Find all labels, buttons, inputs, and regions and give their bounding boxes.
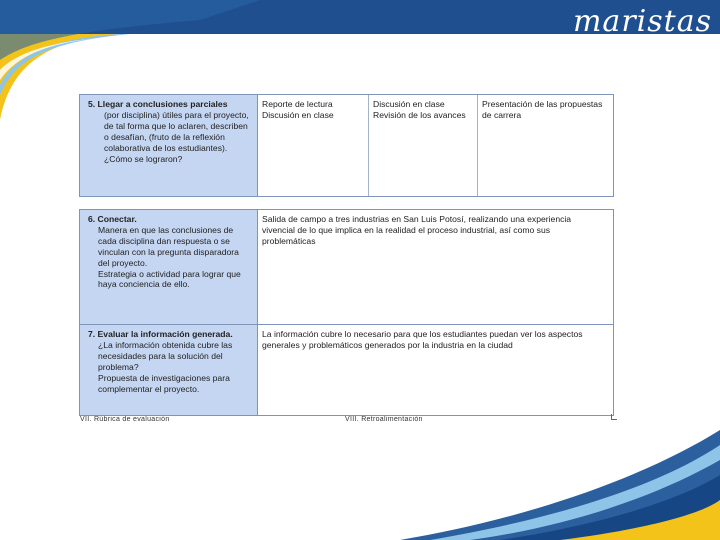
step-5-col-2 xyxy=(258,95,369,196)
page-corner-mark xyxy=(611,414,617,420)
section-8-stub: VIII. Retroalimentación xyxy=(345,416,423,423)
step-6-description: Manera en que las conclusiones de cada disciplina dan respuesta o se vinculan con la pregunta disparadora del proyecto. Estrategia o actividad para lograr que haya conciencia de ello. xyxy=(98,224,241,290)
step-5-col-4 xyxy=(478,95,611,196)
step-6-content: Salida de campo a tres industrias en San Luis Potosí, realizando una experiencia vivencial de lo que implica en la realidad el proceso industrial, así como sus problemáticas xyxy=(262,214,572,246)
step-5-description: (por disciplina) útiles para el proyecto, de tal forma que lo aclaren, describen o desafían, (fruto de la reflexión colaborativa de los estudiantes). ¿Cómo se lograron? xyxy=(104,109,249,164)
section-7-stub: VII. Rúbrica de evaluación xyxy=(80,416,170,423)
step-5-col-4-text: Presentación de las propuestas de carrera xyxy=(482,99,603,120)
step-5-col-2-text: Reporte de lectura Discusión en clase xyxy=(262,99,334,120)
step-5-col-3-text: Discusión en clase Revisión de los avances xyxy=(373,99,466,120)
step-6-row xyxy=(80,210,613,324)
step-6-content-cell xyxy=(258,210,613,324)
step-6-title: 6. Conectar. xyxy=(88,214,137,224)
step-5-col-3 xyxy=(369,95,478,196)
step-7-content: La información cubre lo necesario para que los estudiantes puedan ver los aspectos generales y problemáticos generados por la industria en la ciudad xyxy=(262,329,583,350)
step-7-heading-cell xyxy=(80,325,258,415)
table-steps-6-7 xyxy=(79,209,614,416)
step-7-content-cell xyxy=(258,325,613,415)
table-step-5 xyxy=(79,94,614,197)
step-7-row xyxy=(80,325,613,415)
step-6-heading-cell xyxy=(80,210,258,324)
step-5-heading-cell xyxy=(80,95,258,196)
step-7-description: ¿La información obtenida cubre las necesidades para la solución del problema? Propuesta de investigaciones para complementar el proyecto. xyxy=(98,339,233,394)
step-7-title: 7. Evaluar la información generada. xyxy=(88,329,233,339)
step-5-title: 5. Llegar a conclusiones parciales xyxy=(88,99,228,109)
maristas-logo: maristas xyxy=(572,4,712,39)
